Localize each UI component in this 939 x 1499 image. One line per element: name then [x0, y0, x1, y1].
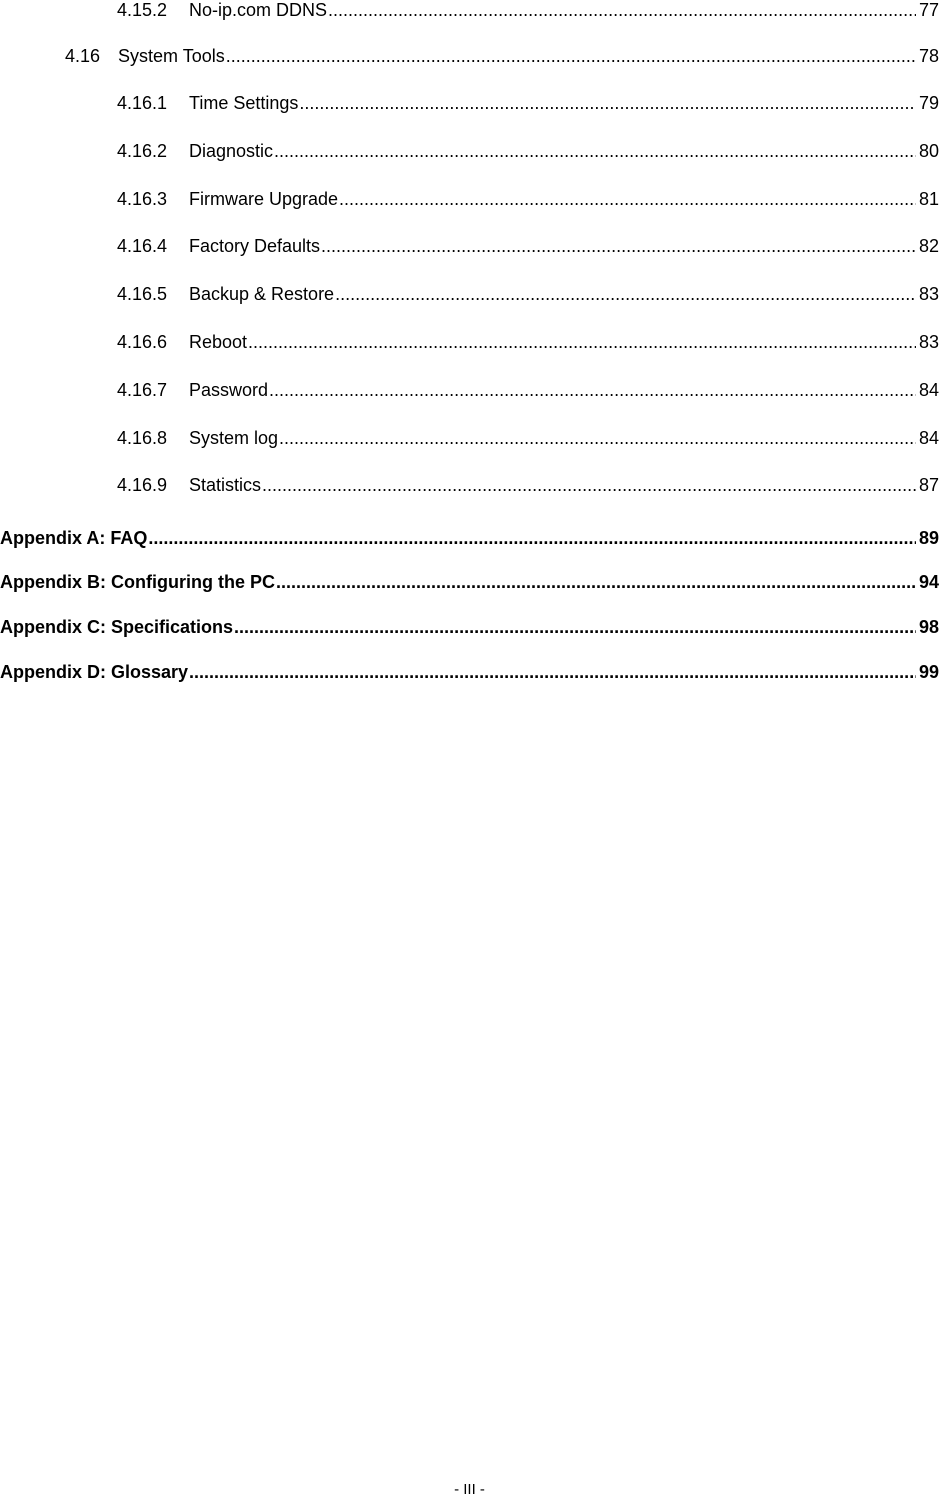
toc-entry-page: 84 [918, 380, 939, 400]
toc-entry-page: 81 [918, 189, 939, 209]
toc-entry-4-16-1[interactable] [0, 91, 939, 115]
toc-entry-page: 80 [918, 141, 939, 161]
toc-entry-number: 4.16.6 [117, 332, 168, 352]
toc-appendix-title: Appendix D: Glossary [0, 662, 189, 682]
toc-entry-number: 4.16.7 [117, 380, 168, 400]
toc-entry-4-16-3[interactable] [0, 187, 939, 211]
toc-entry-page: 78 [918, 46, 939, 66]
toc-entry-4-16-8[interactable] [0, 426, 939, 450]
dot-leader [248, 330, 916, 354]
toc-entry-page: 87 [918, 475, 939, 495]
toc-appendix-c[interactable] [0, 615, 939, 639]
dot-leader [269, 378, 916, 402]
dot-leader [339, 187, 916, 211]
dot-leader [234, 615, 916, 639]
toc-appendix-page: 94 [918, 572, 939, 592]
dot-leader [335, 282, 916, 306]
toc-entry-4-16-7[interactable] [0, 378, 939, 402]
toc-appendix-d[interactable] [0, 660, 939, 684]
toc-entry-4-16-9[interactable] [0, 473, 939, 497]
toc-entry-number: 4.16.2 [117, 141, 168, 161]
toc-entry-title: Firmware Upgrade [189, 189, 339, 209]
toc-entry-title: Time Settings [189, 93, 299, 113]
toc-entry-number: 4.16.5 [117, 284, 168, 304]
dot-leader [226, 44, 916, 68]
dot-leader [274, 139, 916, 163]
dot-leader [321, 234, 916, 258]
toc-entry-number: 4.16.3 [117, 189, 168, 209]
toc-entry-page: 84 [918, 428, 939, 448]
dot-leader [299, 91, 916, 115]
toc-entry-title: Factory Defaults [189, 236, 321, 256]
dot-leader [328, 0, 916, 22]
toc-entry-4-16-2[interactable] [0, 139, 939, 163]
dot-leader [148, 526, 916, 550]
toc-entry-number: 4.16.1 [117, 93, 168, 113]
toc-entry-title: Statistics [189, 475, 262, 495]
toc-entry-title: Password [189, 380, 269, 400]
toc-entry-title: Backup & Restore [189, 284, 335, 304]
toc-entry-title: No-ip.com DDNS [189, 0, 328, 20]
toc-entry-page: 83 [918, 284, 939, 304]
toc-appendix-title: Appendix A: FAQ [0, 528, 148, 548]
toc-entry-4-15-2[interactable] [0, 0, 939, 22]
toc-entry-4-16[interactable] [0, 44, 939, 68]
dot-leader [262, 473, 916, 497]
toc-entry-4-16-5[interactable] [0, 282, 939, 306]
toc-appendix-a[interactable] [0, 526, 939, 550]
toc-appendix-b[interactable] [0, 570, 939, 594]
toc-entry-title: System log [189, 428, 279, 448]
toc-entry-4-16-6[interactable] [0, 330, 939, 354]
toc-entry-page: 83 [918, 332, 939, 352]
toc-entry-number: 4.16.4 [117, 236, 168, 256]
toc-entry-number: 4.16.9 [117, 475, 168, 495]
toc-entry-page: 82 [918, 236, 939, 256]
toc-appendix-page: 98 [918, 617, 939, 637]
toc-appendix-title: Appendix C: Specifications [0, 617, 234, 637]
toc-entry-title: System Tools [118, 46, 225, 66]
toc-appendix-page: 99 [918, 662, 939, 682]
toc-appendix-title: Appendix B: Configuring the PC [0, 572, 275, 592]
dot-leader [189, 660, 916, 684]
page-number-footer: - III - [454, 1481, 485, 1498]
toc-entry-4-16-4[interactable] [0, 234, 939, 258]
toc-entry-number: 4.16 [65, 46, 101, 66]
toc-entry-number: 4.16.8 [117, 428, 168, 448]
dot-leader [276, 570, 916, 594]
dot-leader [279, 426, 916, 450]
toc-entry-title: Reboot [189, 332, 248, 352]
toc-entry-title: Diagnostic [189, 141, 274, 161]
toc-entry-number: 4.15.2 [117, 0, 168, 20]
toc-entry-page: 79 [918, 93, 939, 113]
toc-entry-page: 77 [918, 0, 939, 20]
toc-appendix-page: 89 [918, 528, 939, 548]
